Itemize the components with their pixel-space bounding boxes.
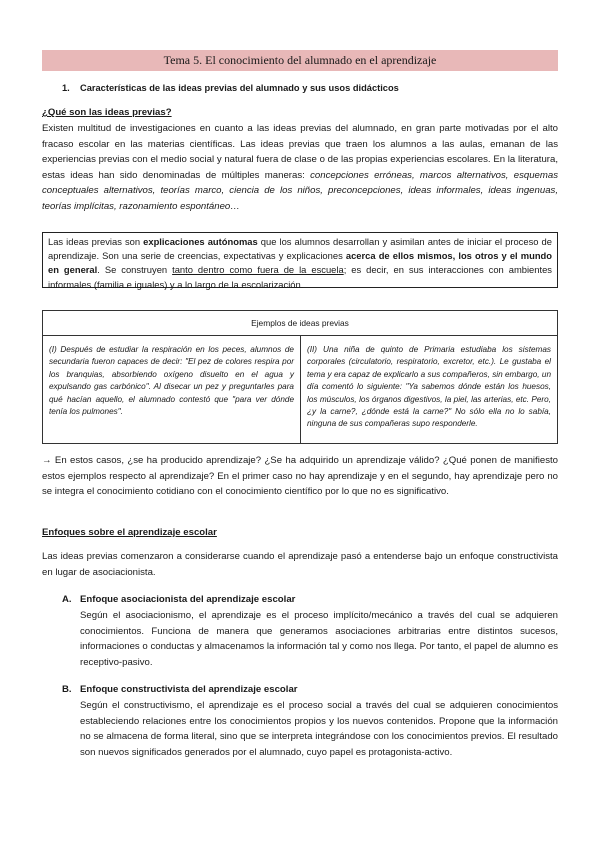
approach-b-heading: [62, 682, 298, 698]
definition-text-3: . Se construyen: [97, 264, 173, 276]
approach-a-heading: [62, 592, 295, 608]
subsection-heading-ideas-previas: [42, 105, 172, 121]
enfoques-heading-text: Enfoques sobre el aprendizaje escolar: [42, 527, 217, 538]
approach-a-text: Según el asociacionismo, el aprendizaje es el proceso implícito/mecánico a través del cual se adquieren conocimientos. Funciona de manera que generamos asociaciones arbitrarias entre distintos sucesos, informaciones o conductas y almacenamos la información tal y como nos llega. Por tanto, el papel de alumno es receptivo-pasivo.: [80, 610, 558, 668]
approach-b-letter: B.: [62, 684, 72, 695]
example-1: (I) Después de estudiar la respiración en los peces, alumnos de secundaria fueron capaces de decir: "El pez de colores respira por los branquias, absorbiendo oxígeno disuelto en el agua y expulsando gas carbónico". Al disecar un pez y preguntarles para qué hacían aquello, el alumnado contestó que "para ver dónde tenía los pulmones".: [49, 345, 294, 417]
examples-table-row: [43, 336, 557, 444]
definition-bold-2: acerca de ellos mismos, los otros y el mundo en general: [48, 250, 552, 276]
section-1-heading: [62, 80, 399, 96]
approach-a-letter: A.: [62, 594, 72, 605]
definition-text-1: Las ideas previas son: [48, 236, 144, 247]
paragraph-intro-terms: concepciones erróneas, marcos alternativos, esquemas conceptuales alternativos, teorías marco, ciencia de los niños, preconcepciones, ideas informales, ideas ingenuas, teorías implícitas, razonamiento espontáneo…: [42, 169, 558, 212]
definition-underlined: tanto dentro como fuera de la escuela: [172, 264, 344, 276]
enfoques-intro: Las ideas previas comenzaron a considerarse cuando el aprendizaje pasó a entenderse bajo un enfoque constructivista en lugar de asociacionista.: [42, 551, 558, 578]
examples-table: [42, 310, 558, 444]
paragraph-intro: [42, 121, 558, 215]
examples-table-header: Ejemplos de ideas previas: [43, 311, 557, 336]
page-title: Tema 5. El conocimiento del alumnado en el aprendizaje: [42, 50, 558, 71]
subsection-heading-text: ¿Qué son las ideas previas?: [42, 107, 172, 118]
section-number: 1.: [62, 83, 70, 93]
paragraph-after-examples: → En estos casos, ¿se ha producido aprendizaje? ¿Se ha adquirido un aprendizaje válido? ¿Qué ponen de manifiesto estos ejemplos respecto al aprendizaje? En el primer caso no hay aprendizaje y en el segundo, hay aprendizaje pero no se integra el conocimiento cotidiano con el conocimiento científico por lo que no es significativo.: [42, 455, 558, 498]
example-2: (II) Una niña de quinto de Primaria estudiaba los sistemas corporales (circulatorio, respiratorio, excretor, etc.). Le gustaba el tema y era capaz de explicarlo a sus compañeros, sin embargo, un día comentó lo siguiente: "Ya sabemos dónde están los huesos, los músculos, los órganos digestivos, la piel, las arterias, etc. Pero, ¿y la carne?, ¿dónde está la carne?" No sólo ella no lo sabía, ninguna de sus compañeras supo responderle.: [300, 336, 557, 444]
definition-text-2: que los alumnos desarrollan y asimilan antes de iniciar el proceso de aprendizaje. Son una serie de creencias, expectativas y explicaciones: [48, 236, 552, 262]
definition-bold-1: explicaciones autónomas: [143, 236, 258, 247]
section-title: Características de las ideas previas del alumnado y sus usos didácticos: [80, 83, 399, 93]
paragraph-intro-text: Existen multitud de investigaciones en cuanto a las ideas previas del alumnado, en gran parte motivadas por el alto fracaso escolar en las materias científicas. Las ideas previas que traen los alumnos a las aulas, emanan de las experiencias previas con el medio social y natural fuera de clase o de las propias experiencias escolares. En la literatura, estas ideas han sido denominadas de múltiples maneras:: [42, 123, 558, 181]
definition-box: [42, 232, 558, 288]
approach-b-text: Según el constructivismo, el aprendizaje es el proceso social a través del cual se adquieren conocimientos estableciendo relaciones entre los conocimientos propios y los nuevos contenidos. Propone que la información no se almacena de forma literal, sino que se interpreta integrándose con los conocimientos previos. El resultado son nuevos significados generados por el alumnado, cuyo papel es protagonista-activo.: [80, 700, 558, 758]
definition-text-4: ; es decir, en sus interacciones con ambientes informales (familia e iguales) y a lo largo de la escolarización.: [48, 264, 552, 290]
approach-b-title: Enfoque constructivista del aprendizaje escolar: [80, 684, 298, 695]
enfoques-heading: [42, 525, 217, 541]
approach-a-title: Enfoque asociacionista del aprendizaje escolar: [80, 594, 296, 605]
